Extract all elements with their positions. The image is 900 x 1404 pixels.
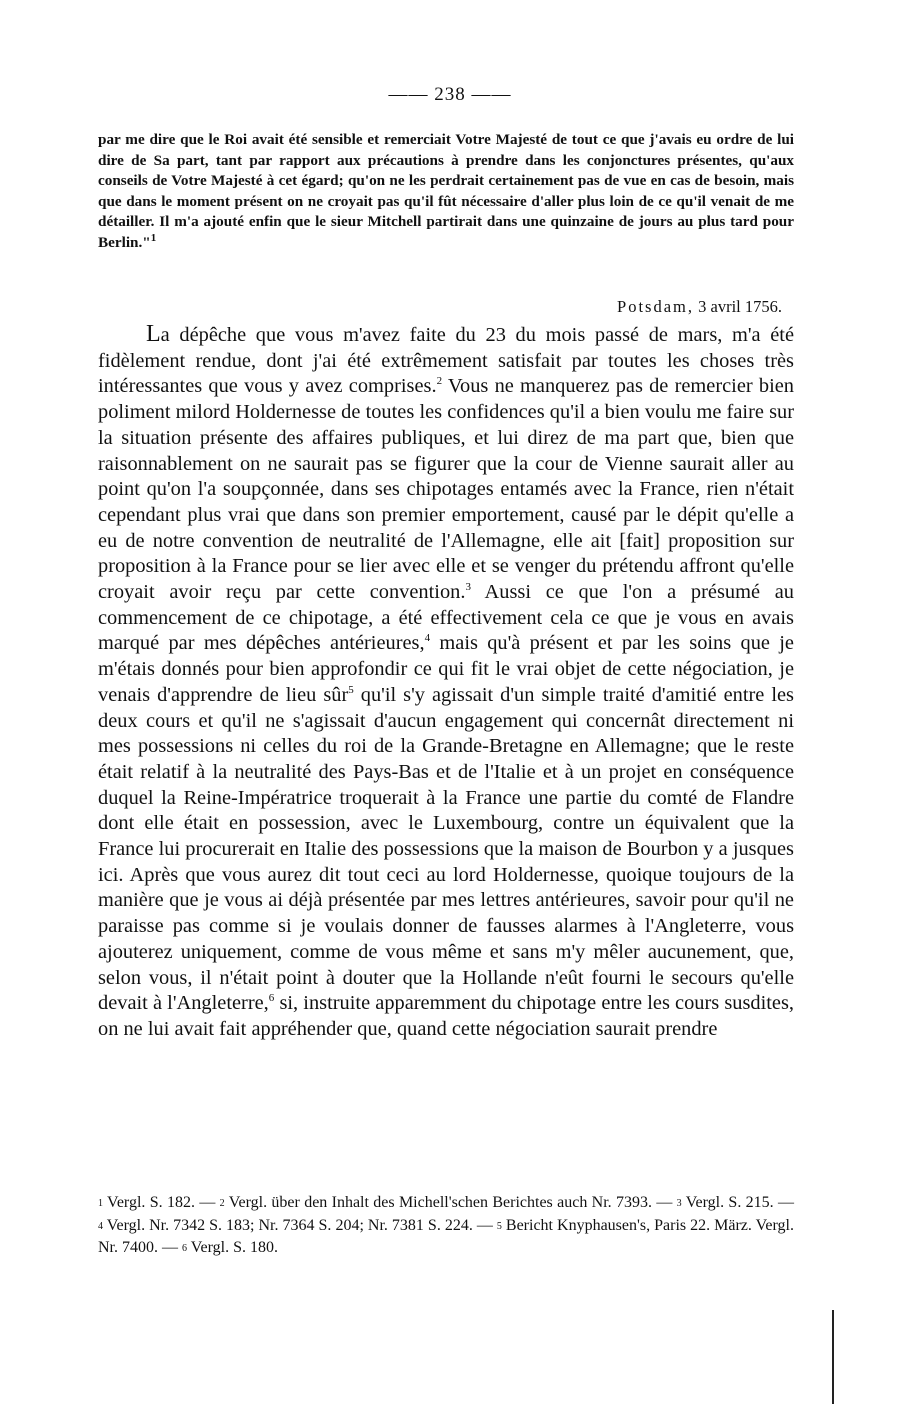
footnote-number-2: 2 bbox=[219, 1198, 225, 1209]
page-number: —— 238 —— bbox=[388, 84, 512, 105]
footnote-text-3: Vergl. S. 215. — bbox=[681, 1194, 794, 1211]
footnotes bbox=[98, 1192, 794, 1260]
footnote-number-4: 4 bbox=[98, 1220, 103, 1232]
dateline bbox=[617, 297, 782, 317]
quote-text: par me dire que le Roi avait été sensible et remerciait Votre Majesté de tout ce que j'avais eu ordre de lui dire de Sa part, tant par rapport aux précautions à prendre dans les conjonctures présentes, qu'aux conseils de Votre Majesté à cet égard; qu'on ne les perdrait certainement pas de vue en cas de besoin, mais que dans le moment présent on ne croyait pas qu'il fût nécessaire d'aller plus loin de ce qu'il venait de me détailler. Il m'a ajouté enfin que le sieur Mitchell partirait dans une quinzaine de jours au plus tard pour Berlin." bbox=[98, 131, 794, 251]
letter-text-2: Vous ne manquerez pas de remercier bien poliment milord Holdernesse de toutes les confidences qu'il a bien voulu me faire sur la situation présente des affaires publiques, et lui direz de ma part que, bien que raisonnablement on ne saurait pas se figurer que la cour de Vienne saurait aller au point qu'on l'a soupçonnée, dans ses chipotages entamés avec la France, rien n'était cependant plus vrai que dans son premier emportement, causé par le dépit qu'elle a eu de notre convention de neutralité de l'Allemagne, elle ait [fait] proposition sur proposition à la France pour se lier avec elle et se venger du prétendu affront qu'elle croyait avoir reçu par cette convention. bbox=[98, 375, 794, 604]
footnote-text-2: Vergl. über den Inhalt des Michell'schen Berichtes auch Nr. 7393. — bbox=[224, 1194, 677, 1211]
quoted-report bbox=[98, 130, 794, 254]
footnote-text-1: Vergl. S. 182. — bbox=[103, 1194, 220, 1211]
letter-body bbox=[98, 322, 794, 1043]
scan-edge-line bbox=[832, 1310, 834, 1404]
footnote-number-3: 3 bbox=[676, 1198, 682, 1209]
dateline-date: 3 avril 1756. bbox=[698, 297, 782, 316]
letter-text-3: Aussi ce que l'on a présumé au commencement de ce chipotage, a été effectivement cela ce que je vous en avais marqué par mes dépêches antérieures, bbox=[98, 581, 794, 655]
footnote-ref-5: 5 bbox=[348, 684, 354, 697]
footnote-ref-4: 4 bbox=[424, 632, 431, 645]
letter-text-5: qu'il s'y agissait d'un simple traité d'amitié entre les deux cours et qu'il ne s'agissait d'aucun engagement qui concernât directement ni mes possessions ni celles du roi de la Grande-Bretagne en Allemagne; que le reste était relatif à la neutralité des Pays-Bas et de l'Italie et à un projet en conséquence duquel la Reine-Impératrice troquerait à la France une partie du comté de Flandre dont elle était en possession, avec le Luxembourg, contre un équivalent que la France lui procurerait en Italie des possessions que la maison de Bourbon y a jusques ici. Après que vous aurez dit tout ceci au lord Holdernesse, quoique toujours de la manière que je vous ai déjà présentée par mes lettres antérieures, savoir pour qu'il ne paraisse pas comme si je voulais donner de fausses alarmes à l'Angleterre, vous ajouterez uniquement, comme de vous même et sans m'y mêler aucunement, que, selon vous, il n'était point à douter que la Hollande n'eût fourni le secours qu'elle devait à l'Angleterre, bbox=[98, 683, 794, 1015]
footnote-ref-1: 1 bbox=[150, 231, 157, 244]
footnote-text-5: Bericht Knyphausen's, Paris 22. März. Vergl. Nr. 7400. — bbox=[98, 1216, 794, 1256]
footnote-number-5: 5 bbox=[496, 1220, 502, 1232]
letter-text-4: mais qu'à présent et par les soins que je m'étais donnés pour bien approfondir ce qui fit le vrai objet de cette négociation, je venais d'apprendre de lieu sûr bbox=[98, 632, 794, 706]
footnote-ref-3: 3 bbox=[465, 581, 471, 594]
footnote-number-6: 6 bbox=[182, 1243, 187, 1254]
letter-text-1: a dépêche que vous m'avez faite du 23 du mois passé de mars, m'a été fidèlement rendue, dont j'ai été extrêmement satisfait par toutes les choses très intéressantes que vous y avez comprises. bbox=[98, 324, 794, 398]
footnote-number-1: 1 bbox=[98, 1198, 103, 1209]
drop-cap: L bbox=[146, 321, 161, 347]
letter-text-6: si, instruite apparemment du chipotage entre les cours susdites, on ne lui avait fait appréhender que, quand cette négociation saurait prendre bbox=[98, 992, 795, 1040]
footnote-ref-6: 6 bbox=[268, 992, 275, 1005]
footnote-ref-2: 2 bbox=[436, 375, 443, 388]
footnote-text-6: Vergl. S. 180. bbox=[187, 1239, 278, 1256]
footnote-text-4: Vergl. Nr. 7342 S. 183; Nr. 7364 S. 204; Nr. 7381 S. 224. — bbox=[103, 1216, 497, 1234]
dateline-place: Potsdam, bbox=[617, 297, 694, 316]
